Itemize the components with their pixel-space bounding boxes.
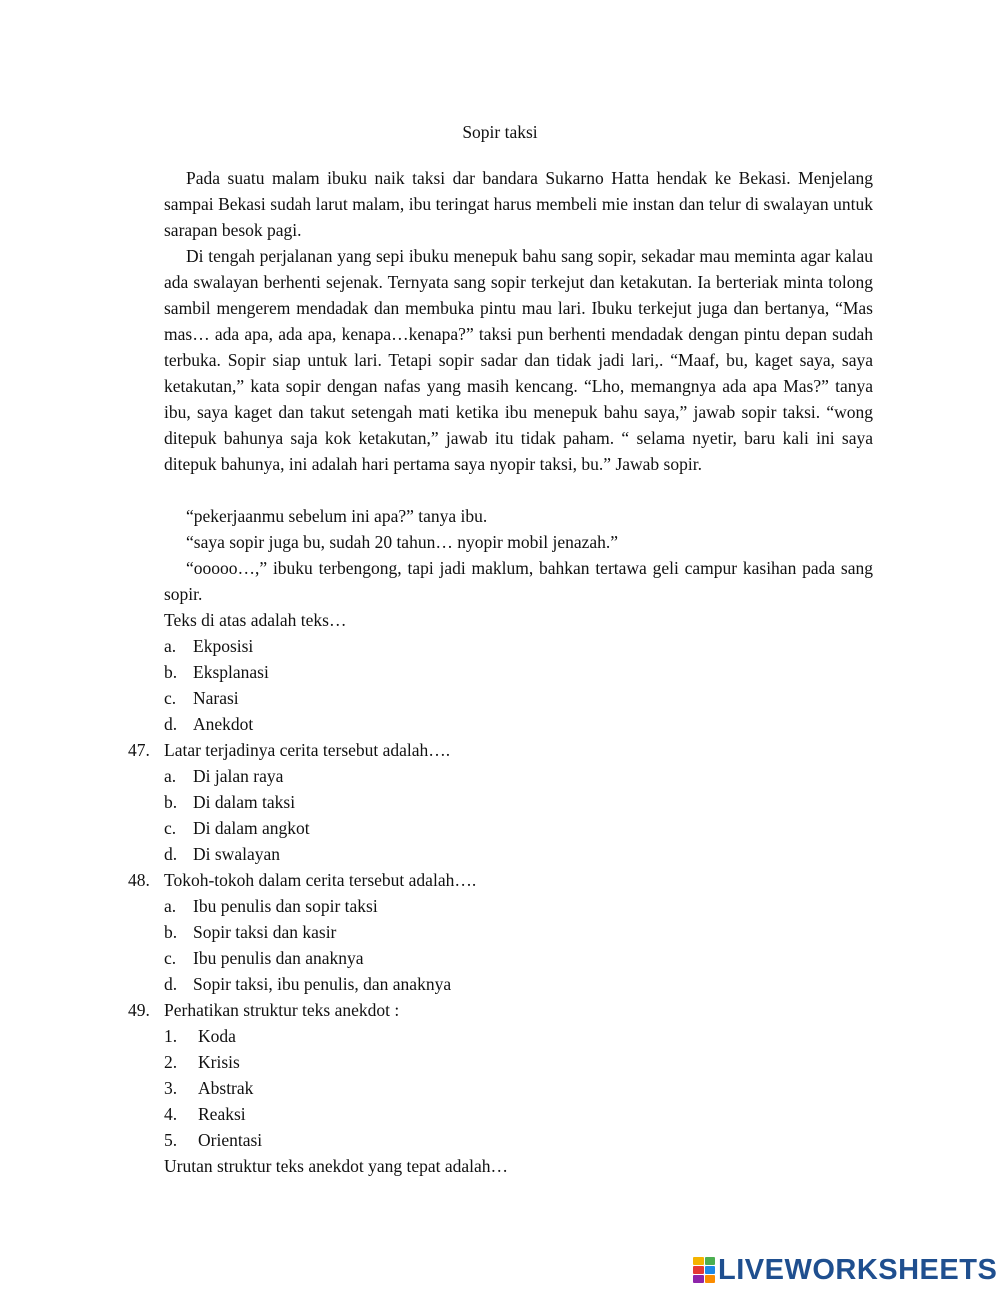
option-text: Eksplanasi bbox=[193, 662, 269, 682]
q46-option-a[interactable] bbox=[164, 633, 253, 659]
option-label: b. bbox=[164, 792, 178, 812]
option-label: a. bbox=[164, 636, 177, 656]
liveworksheets-logo[interactable] bbox=[693, 1254, 997, 1286]
item-text: Krisis bbox=[198, 1052, 240, 1072]
story-dialog-3: “ooooo…,” ibuku terbengong, tapi jadi maklum, bahkan tertawa geli campur kasihan pada sang sopir. bbox=[164, 558, 873, 604]
option-text: Sopir taksi dan kasir bbox=[193, 922, 337, 942]
option-text: Di jalan raya bbox=[193, 766, 284, 786]
question-49-text: Perhatikan struktur teks anekdot : bbox=[164, 1000, 400, 1020]
option-text: Di swalayan bbox=[193, 844, 280, 864]
option-label: b. bbox=[164, 662, 178, 682]
question-47-number: 47. bbox=[128, 740, 150, 760]
option-label: c. bbox=[164, 688, 177, 708]
option-text: Ekposisi bbox=[193, 636, 254, 656]
option-label: b. bbox=[164, 922, 178, 942]
option-label: a. bbox=[164, 766, 177, 786]
item-text: Koda bbox=[198, 1026, 236, 1046]
option-text: Ibu penulis dan sopir taksi bbox=[193, 896, 378, 916]
liveworksheets-logo-text: LIVEWORKSHEETS bbox=[718, 1253, 998, 1286]
option-label: d. bbox=[164, 714, 178, 734]
q47-option-d[interactable] bbox=[164, 841, 280, 867]
question-47-text: Latar terjadinya cerita tersebut adalah…. bbox=[164, 740, 451, 760]
option-text: Sopir taksi, ibu penulis, dan anaknya bbox=[193, 974, 452, 994]
q48-option-d[interactable] bbox=[164, 971, 451, 997]
option-label: a. bbox=[164, 896, 177, 916]
item-label: 2. bbox=[164, 1052, 178, 1072]
option-text: Ibu penulis dan anaknya bbox=[193, 948, 364, 968]
question-48-number: 48. bbox=[128, 870, 150, 890]
liveworksheets-logo-icon bbox=[693, 1257, 715, 1283]
item-label: 3. bbox=[164, 1078, 178, 1098]
q49-item-2 bbox=[164, 1049, 240, 1075]
q46-option-d[interactable] bbox=[164, 711, 253, 737]
story-dialog-2: “saya sopir juga bu, sudah 20 tahun… nyopir mobil jenazah.” bbox=[186, 532, 619, 552]
question-48-text: Tokoh-tokoh dalam cerita tersebut adalah…. bbox=[164, 870, 477, 890]
q46-option-b[interactable] bbox=[164, 659, 269, 685]
option-text: Di dalam angkot bbox=[193, 818, 310, 838]
q48-option-a[interactable] bbox=[164, 893, 378, 919]
option-label: c. bbox=[164, 948, 177, 968]
q48-option-b[interactable] bbox=[164, 919, 336, 945]
item-label: 1. bbox=[164, 1026, 178, 1046]
story-paragraph-1: Pada suatu malam ibuku naik taksi dar bandara Sukarno Hatta hendak ke Bekasi. Menjelang sampai Bekasi sudah larut malam, ibu teringat harus membeli mie instan dan telur di swalayan untuk sarapan besok pagi. bbox=[164, 168, 873, 240]
story-paragraph-2: Di tengah perjalanan yang sepi ibuku menepuk bahu sang sopir, sekadar mau meminta agar kalau ada swalayan berhenti sejenak. Ternyata sang sopir terkejut dan ketakutan. Ia berteriak minta tolong sambil mengerem mendadak dan membuka pintu mau lari. Ibuku terkejut juga dan bertanya, “Mas mas… ada apa, ada apa, kenapa…kenapa?” taksi pun berhenti mendadak dengan pintu depan sudah terbuka. Sopir siap untuk lari. Tetapi sopir sadar dan tidak jadi lari,. “Maaf, bu, kaget saya, saya ketakutan,” kata sopir dengan nafas yang masih kencang. “Lho, memangnya ada apa Mas?” tanya ibu, saya kaget dan takut setengah mati ketika ibu menepuk bahu saya,” jawab sopir taksi. “wong ditepuk bahunya saja kok ketakutan,” jawab itu tidak paham. “ selama nyetir, baru kali ini saya ditepuk bahunya, ini adalah hari pertama saya nyopir taksi, bu.” Jawab sopir. bbox=[164, 246, 873, 474]
question-46-text: Teks di atas adalah teks… bbox=[164, 610, 347, 630]
q47-option-a[interactable] bbox=[164, 763, 283, 789]
item-label: 5. bbox=[164, 1130, 178, 1150]
q49-item-1 bbox=[164, 1023, 236, 1049]
item-text: Reaksi bbox=[198, 1104, 246, 1124]
option-text: Narasi bbox=[193, 688, 239, 708]
option-text: Di dalam taksi bbox=[193, 792, 296, 812]
item-text: Orientasi bbox=[198, 1130, 263, 1150]
option-text: Anekdot bbox=[193, 714, 254, 734]
q49-item-5 bbox=[164, 1127, 262, 1153]
question-49-number: 49. bbox=[128, 1000, 150, 1020]
q47-option-c[interactable] bbox=[164, 815, 310, 841]
option-label: d. bbox=[164, 844, 178, 864]
option-label: d. bbox=[164, 974, 178, 994]
story-title: Sopir taksi bbox=[462, 122, 538, 142]
q47-option-b[interactable] bbox=[164, 789, 295, 815]
item-label: 4. bbox=[164, 1104, 178, 1124]
q49-item-4 bbox=[164, 1101, 246, 1127]
story-dialog-1: “pekerjaanmu sebelum ini apa?” tanya ibu. bbox=[186, 506, 488, 526]
q48-option-c[interactable] bbox=[164, 945, 364, 971]
q49-item-3 bbox=[164, 1075, 253, 1101]
q46-option-c[interactable] bbox=[164, 685, 239, 711]
question-49-followup: Urutan struktur teks anekdot yang tepat adalah… bbox=[164, 1156, 509, 1176]
item-text: Abstrak bbox=[198, 1078, 254, 1098]
option-label: c. bbox=[164, 818, 177, 838]
